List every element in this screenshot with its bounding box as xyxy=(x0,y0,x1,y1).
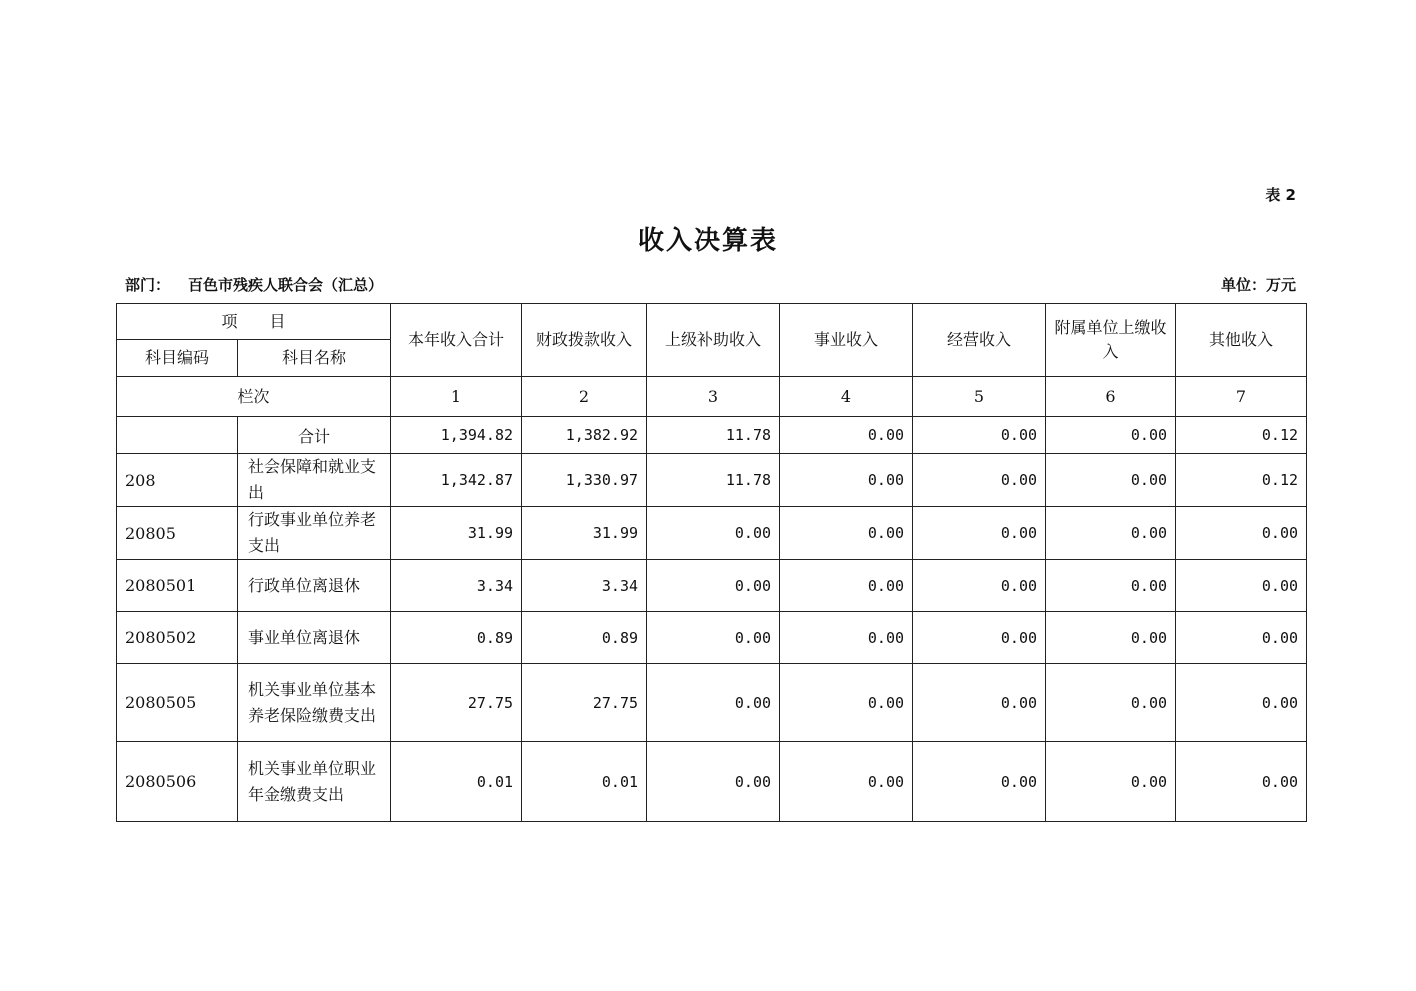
cell-value: 0.00 xyxy=(1046,612,1176,664)
subject-name: 行政单位离退休 xyxy=(238,560,391,612)
cell-value: 1,342.87 xyxy=(391,454,522,507)
table-row xyxy=(117,612,1307,664)
cell-value: 27.75 xyxy=(522,664,647,742)
header-seq-1: 1 xyxy=(391,377,522,417)
cell-value: 0.00 xyxy=(1176,742,1307,822)
table-row xyxy=(117,742,1307,822)
subject-code: 2080505 xyxy=(117,664,238,742)
total-value: 0.00 xyxy=(780,417,913,454)
table-row xyxy=(117,454,1307,507)
cell-value: 11.78 xyxy=(647,454,780,507)
cell-value: 3.34 xyxy=(391,560,522,612)
cell-value: 0.00 xyxy=(913,560,1046,612)
cell-value: 0.00 xyxy=(913,612,1046,664)
cell-value: 0.00 xyxy=(1176,507,1307,560)
cell-value: 0.00 xyxy=(1046,560,1176,612)
cell-value: 0.12 xyxy=(1176,454,1307,507)
income-table xyxy=(116,303,1307,822)
cell-value: 0.00 xyxy=(1176,560,1307,612)
header-seq-label: 栏次 xyxy=(117,377,391,417)
subject-code: 2080506 xyxy=(117,742,238,822)
cell-value: 0.00 xyxy=(647,664,780,742)
total-value: 11.78 xyxy=(647,417,780,454)
cell-value: 0.00 xyxy=(647,742,780,822)
total-name-cell: 合计 xyxy=(238,417,391,454)
cell-value: 0.01 xyxy=(522,742,647,822)
total-value: 0.12 xyxy=(1176,417,1307,454)
header-seq-4: 4 xyxy=(780,377,913,417)
cell-value: 0.89 xyxy=(522,612,647,664)
unit-label: 单位：万元 xyxy=(1220,276,1296,294)
cell-value: 0.01 xyxy=(391,742,522,822)
cell-value: 0.00 xyxy=(913,742,1046,822)
subject-code: 2080502 xyxy=(117,612,238,664)
cell-value: 0.00 xyxy=(1046,664,1176,742)
cell-value: 0.00 xyxy=(647,560,780,612)
header-col-3: 上级补助收入 xyxy=(647,304,780,377)
header-seq-6: 6 xyxy=(1046,377,1176,417)
header-col-7: 其他收入 xyxy=(1176,304,1307,377)
department-label: 部门： xyxy=(125,276,171,294)
header-seq-3: 3 xyxy=(647,377,780,417)
cell-value: 0.00 xyxy=(647,507,780,560)
cell-value: 0.00 xyxy=(1176,664,1307,742)
cell-value: 0.00 xyxy=(780,742,913,822)
total-value: 0.00 xyxy=(1046,417,1176,454)
header-col-5: 经营收入 xyxy=(913,304,1046,377)
total-row xyxy=(117,417,1307,454)
header-col-1: 本年收入合计 xyxy=(391,304,522,377)
cell-value: 0.89 xyxy=(391,612,522,664)
subject-name: 机关事业单位基本养老保险缴费支出 xyxy=(238,664,391,742)
subject-name: 社会保障和就业支出 xyxy=(238,454,391,507)
cell-value: 0.00 xyxy=(1176,612,1307,664)
total-value: 0.00 xyxy=(913,417,1046,454)
page-title: 收入决算表 xyxy=(637,226,778,256)
subject-code: 208 xyxy=(117,454,238,507)
cell-value: 0.00 xyxy=(647,612,780,664)
subject-code: 2080501 xyxy=(117,560,238,612)
cell-value: 0.00 xyxy=(780,507,913,560)
header-name: 科目名称 xyxy=(238,340,391,377)
table-row xyxy=(117,664,1307,742)
table-row xyxy=(117,507,1307,560)
total-value: 1,382.92 xyxy=(522,417,647,454)
cell-value: 0.00 xyxy=(780,454,913,507)
cell-value: 0.00 xyxy=(1046,742,1176,822)
cell-value: 31.99 xyxy=(391,507,522,560)
header-seq-5: 5 xyxy=(913,377,1046,417)
cell-value: 0.00 xyxy=(913,507,1046,560)
total-value: 1,394.82 xyxy=(391,417,522,454)
subject-name: 行政事业单位养老支出 xyxy=(238,507,391,560)
cell-value: 27.75 xyxy=(391,664,522,742)
cell-value: 0.00 xyxy=(913,664,1046,742)
header-col-6: 附属单位上缴收入 xyxy=(1046,304,1176,377)
table-number: 表 2 xyxy=(1265,186,1296,204)
cell-value: 0.00 xyxy=(780,560,913,612)
cell-value: 0.00 xyxy=(1046,454,1176,507)
cell-value: 0.00 xyxy=(913,454,1046,507)
header-col-2: 财政拨款收入 xyxy=(522,304,647,377)
subject-name: 机关事业单位职业年金缴费支出 xyxy=(238,742,391,822)
department-name: 百色市残疾人联合会（汇总） xyxy=(188,276,384,294)
cell-value: 0.00 xyxy=(780,664,913,742)
header-col-4: 事业收入 xyxy=(780,304,913,377)
header-seq-2: 2 xyxy=(522,377,647,417)
cell-value: 1,330.97 xyxy=(522,454,647,507)
department-line xyxy=(125,274,383,295)
subject-name: 事业单位离退休 xyxy=(238,612,391,664)
subject-code: 20805 xyxy=(117,507,238,560)
header-item: 项 目 xyxy=(117,304,391,340)
cell-value: 31.99 xyxy=(522,507,647,560)
cell-value: 0.00 xyxy=(780,612,913,664)
cell-value: 0.00 xyxy=(1046,507,1176,560)
header-code: 科目编码 xyxy=(117,340,238,377)
header-seq-7: 7 xyxy=(1176,377,1307,417)
table-row xyxy=(117,560,1307,612)
cell-value: 3.34 xyxy=(522,560,647,612)
total-code-cell xyxy=(117,417,238,454)
